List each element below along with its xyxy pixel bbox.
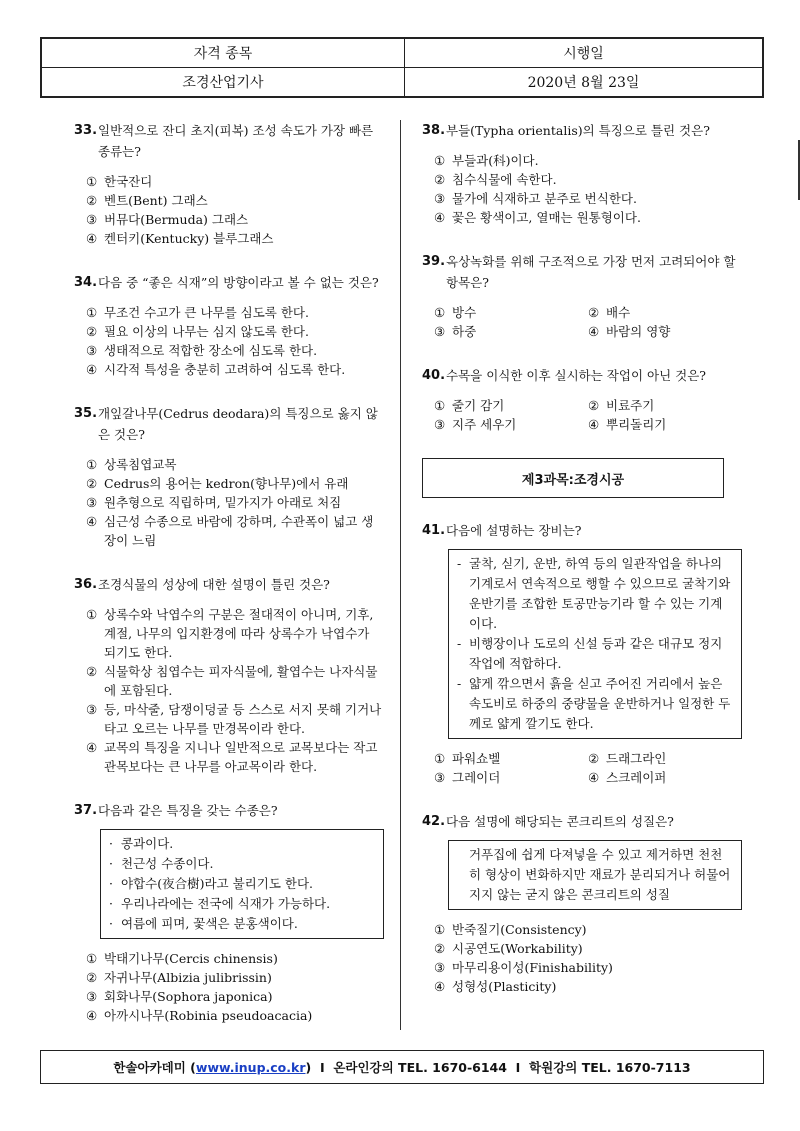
choice-text: 회화나무(Sophora japonica)	[104, 989, 273, 1004]
choice-number: ④	[86, 514, 98, 529]
choice-text: 지주 세우기	[452, 417, 517, 432]
question-item	[422, 811, 742, 996]
answer-choices	[74, 172, 384, 248]
answer-choice	[86, 662, 384, 700]
answer-choice	[86, 512, 384, 550]
question-info-box	[448, 840, 742, 910]
answer-choices	[422, 749, 742, 787]
answer-choice	[86, 303, 384, 322]
question-number: 35.	[74, 406, 98, 421]
answer-choice	[588, 322, 742, 341]
choice-text: 침수식물에 속한다.	[452, 172, 557, 187]
answer-choice	[86, 968, 384, 987]
question-item	[74, 574, 384, 776]
choice-number: ③	[434, 960, 446, 975]
answer-choice	[434, 415, 588, 434]
choice-number: ②	[86, 664, 98, 679]
answer-choice	[86, 210, 384, 229]
info-box-item	[109, 874, 375, 894]
question-stem	[74, 120, 384, 162]
question-stem	[422, 520, 742, 541]
question-number: 36.	[74, 577, 98, 592]
question-stem	[422, 811, 742, 832]
question-text: 다음 중 “좋은 식재”의 방향이라고 볼 수 없는 것은?	[98, 275, 379, 290]
question-item	[422, 120, 742, 227]
choice-text: 버뮤다(Bermuda) 그래스	[104, 212, 249, 227]
answer-choices	[74, 949, 384, 1025]
question-text: 개잎갈나무(Cedrus deodara)의 특징으로 옳지 않은 것은?	[98, 406, 378, 442]
info-box-item	[109, 854, 375, 874]
choice-number: ④	[588, 324, 600, 339]
choice-number: ①	[86, 457, 98, 472]
choice-number: ④	[86, 1008, 98, 1023]
answer-choices	[74, 455, 384, 550]
header-date-label: 시행일	[405, 39, 763, 68]
info-text: 콩과이다.	[121, 836, 174, 851]
question-item	[422, 520, 742, 787]
footer-offline-phone: 학원강의 TEL. 1670-7113	[529, 1060, 691, 1075]
choice-text: Cedrus의 용어는 kedron(향나무)에서 유래	[104, 476, 349, 491]
choice-number: ①	[86, 951, 98, 966]
question-stem	[74, 272, 384, 293]
info-bullet: ·	[109, 916, 113, 931]
choice-number: ④	[434, 210, 446, 225]
choice-text: 식물학상 침엽수는 피자식물에, 활엽수는 나자식물에 포함된다.	[104, 664, 378, 698]
info-text: 야합수(夜合樹)라고 불리기도 한다.	[121, 876, 313, 891]
choice-number: ②	[588, 305, 600, 320]
answer-choice	[86, 322, 384, 341]
choice-number: ④	[434, 979, 446, 994]
choice-text: 시공연도(Workability)	[452, 941, 583, 956]
info-text: 굴착, 싣기, 운반, 하역 등의 일관작업을 하나의 기계로서 연속적으로 행할 수 있으므로 굴착기와 운반기를 조합한 토공만능기라 할 수 있는 기계이다.	[469, 556, 731, 631]
answer-choice	[434, 958, 742, 977]
answer-choice	[588, 415, 742, 434]
footer-url-link[interactable]: www.inup.co.kr	[195, 1059, 306, 1075]
info-text: 비행장이나 도로의 신설 등과 같은 대규모 정지작업에 적합하다.	[469, 636, 723, 671]
question-number: 41.	[422, 523, 446, 538]
choice-text: 꽃은 황색이고, 열매는 원통형이다.	[452, 210, 641, 225]
choice-number: ①	[434, 398, 446, 413]
question-number: 37.	[74, 803, 98, 818]
choice-number: ③	[434, 770, 446, 785]
choice-number: ①	[434, 305, 446, 320]
footer-separator-2: I	[515, 1059, 521, 1075]
question-item	[74, 272, 384, 379]
choice-number: ③	[434, 417, 446, 432]
answer-choice	[434, 303, 588, 322]
question-stem	[74, 800, 384, 821]
question-stem	[422, 120, 742, 141]
answer-choice	[588, 396, 742, 415]
info-bullet: ·	[109, 876, 113, 891]
answer-choice	[86, 949, 384, 968]
answer-choice	[86, 738, 384, 776]
info-box-item	[457, 674, 733, 734]
choice-number: ②	[86, 476, 98, 491]
choice-text: 상록침엽교목	[104, 457, 177, 472]
question-item	[422, 365, 742, 434]
answer-choices	[422, 920, 742, 996]
answer-choice	[434, 977, 742, 996]
answer-choice	[434, 322, 588, 341]
question-number: 42.	[422, 814, 446, 829]
question-text: 다음 설명에 해당되는 콘크리트의 성질은?	[446, 814, 674, 829]
info-box-item	[457, 634, 733, 674]
answer-choice	[86, 987, 384, 1006]
header-date-value: 2020년 8월 23일	[405, 68, 763, 97]
choice-text: 방수	[452, 305, 477, 320]
choice-text: 아까시나무(Robinia pseudoacacia)	[104, 1008, 313, 1023]
question-number: 33.	[74, 123, 98, 138]
choice-text: 원추형으로 직립하며, 밑가지가 아래로 처짐	[104, 495, 342, 510]
choice-number: ②	[588, 398, 600, 413]
answer-choice	[434, 396, 588, 415]
info-box-item	[457, 845, 733, 905]
answer-choice	[86, 455, 384, 474]
choice-text: 등, 마삭줄, 담쟁이덩굴 등 스스로 서지 못해 기거나 타고 오르는 나무를 만경목이라 한다.	[104, 702, 382, 736]
choice-number: ③	[86, 343, 98, 358]
answer-choice	[86, 474, 384, 493]
question-stem	[74, 574, 384, 595]
question-info-box	[100, 829, 384, 939]
answer-choice	[434, 939, 742, 958]
choice-text: 한국잔디	[104, 174, 153, 189]
question-stem	[422, 365, 742, 386]
column-divider	[400, 120, 401, 1030]
choice-number: ②	[434, 172, 446, 187]
choice-text: 필요 이상의 나무는 심지 않도록 한다.	[104, 324, 309, 339]
question-item	[422, 251, 742, 341]
exam-header-table	[40, 37, 764, 98]
answer-choice	[86, 605, 384, 662]
answer-choice	[86, 191, 384, 210]
choice-text: 파워쇼벨	[452, 751, 501, 766]
footer-org: 한솔아카데미	[113, 1060, 186, 1075]
info-box-item	[109, 894, 375, 914]
footer-online-phone: 온라인강의 TEL. 1670-6144	[333, 1060, 507, 1075]
choice-number: ③	[86, 212, 98, 227]
left-column	[74, 120, 384, 1049]
answer-choice	[434, 189, 742, 208]
question-text: 옥상녹화를 위해 구조적으로 가장 먼저 고려되어야 할 항목은?	[446, 254, 736, 290]
question-number: 39.	[422, 254, 446, 269]
question-item	[74, 120, 384, 248]
info-bullet: -	[457, 636, 462, 651]
choice-number: ③	[86, 702, 98, 717]
choice-number: ③	[86, 989, 98, 1004]
choice-number: ①	[434, 153, 446, 168]
question-info-box	[448, 549, 742, 739]
answer-choice	[434, 170, 742, 189]
choice-text: 박태기나무(Cercis chinensis)	[104, 951, 278, 966]
choice-number: ②	[588, 751, 600, 766]
choice-number: ②	[86, 970, 98, 985]
answer-choices	[422, 151, 742, 227]
choice-text: 켄터키(Kentucky) 블루그래스	[104, 231, 274, 246]
answer-choice	[86, 1006, 384, 1025]
choice-number: ④	[86, 231, 98, 246]
choice-number: ④	[588, 417, 600, 432]
answer-choice	[434, 749, 588, 768]
choice-text: 부들과(科)이다.	[452, 153, 539, 168]
choice-number: ①	[434, 751, 446, 766]
choice-number: ①	[86, 174, 98, 189]
info-text: 천근성 수종이다.	[121, 856, 214, 871]
info-bullet: -	[457, 676, 462, 691]
info-box-item	[109, 914, 375, 934]
choice-number: ①	[434, 922, 446, 937]
choice-text: 마무리용이성(Finishability)	[452, 960, 613, 975]
choice-number: ①	[86, 607, 98, 622]
choice-number: ④	[86, 362, 98, 377]
choice-text: 줄기 감기	[452, 398, 505, 413]
answer-choice	[86, 341, 384, 360]
choice-text: 배수	[606, 305, 631, 320]
right-column	[422, 120, 742, 1020]
footer-separator: I	[319, 1059, 325, 1075]
choice-text: 교목의 특징을 지니나 일반적으로 교목보다는 작고 관목보다는 큰 나무를 아교목이라 한다.	[104, 740, 378, 774]
section-title-box: 제3과목:조경시공	[422, 458, 724, 498]
answer-choice	[588, 749, 742, 768]
info-box-item	[457, 554, 733, 634]
answer-choice	[434, 208, 742, 227]
answer-choice	[86, 229, 384, 248]
choice-text: 뿌리돌리기	[606, 417, 667, 432]
choice-text: 상록수와 낙엽수의 구분은 절대적이 아니며, 기후, 계절, 나무의 입지환경에 따라 상록수가 낙엽수가 되기도 한다.	[104, 607, 374, 660]
choice-number: ②	[86, 324, 98, 339]
answer-choice	[86, 493, 384, 512]
question-stem	[422, 251, 742, 293]
choice-text: 스크레이퍼	[606, 770, 667, 785]
answer-choice	[434, 768, 588, 787]
choice-number: ②	[86, 193, 98, 208]
answer-choices	[422, 303, 742, 341]
question-number: 40.	[422, 368, 446, 383]
answer-choices	[422, 396, 742, 434]
choice-text: 드래그라인	[606, 751, 667, 766]
question-item	[74, 800, 384, 1025]
info-bullet: ·	[109, 896, 113, 911]
footer-bar: 한솔아카데미 ( www.inup.co.kr ) I 온라인강의 TEL. 1670-6144 I 학원강의 TEL. 1670-7113	[40, 1050, 764, 1084]
choice-number: ④	[588, 770, 600, 785]
choice-number: ③	[434, 191, 446, 206]
question-text: 다음과 같은 특징을 갖는 수종은?	[98, 803, 278, 818]
choice-number: ①	[86, 305, 98, 320]
answer-choice	[434, 920, 742, 939]
answer-choice	[86, 360, 384, 379]
question-text: 조경식물의 성상에 대한 설명이 틀린 것은?	[98, 577, 330, 592]
question-text: 일반적으로 잔디 초지(피복) 조성 속도가 가장 빠른 종류는?	[98, 123, 374, 159]
choice-text: 생태적으로 적합한 장소에 심도록 한다.	[104, 343, 318, 358]
answer-choice	[86, 700, 384, 738]
question-text: 다음에 설명하는 장비는?	[446, 523, 582, 538]
choice-text: 비료주기	[606, 398, 655, 413]
info-bullet: ·	[109, 856, 113, 871]
choice-text: 그레이더	[452, 770, 501, 785]
question-text: 수목을 이식한 이후 실시하는 작업이 아닌 것은?	[446, 368, 706, 383]
info-bullet: ·	[109, 836, 113, 851]
question-item	[74, 403, 384, 550]
choice-number: ④	[86, 740, 98, 755]
choice-text: 시각적 특성을 충분히 고려하여 심도록 한다.	[104, 362, 346, 377]
info-text: 여름에 피며, 꽃색은 분홍색이다.	[121, 916, 298, 931]
header-subject-label: 자격 종목	[42, 39, 405, 68]
choice-text: 하중	[452, 324, 477, 339]
answer-choice	[434, 151, 742, 170]
choice-text: 바람의 영향	[606, 324, 671, 339]
question-number: 38.	[422, 123, 446, 138]
answer-choices	[74, 303, 384, 379]
answer-choices	[74, 605, 384, 776]
header-subject-value: 조경산업기사	[42, 68, 405, 97]
info-bullet	[457, 845, 469, 905]
choice-number: ②	[434, 941, 446, 956]
question-number: 34.	[74, 275, 98, 290]
choice-text: 무조건 수고가 큰 나무를 심도록 한다.	[104, 305, 309, 320]
choice-text: 성형성(Plasticity)	[452, 979, 557, 994]
info-box-item	[109, 834, 375, 854]
choice-number: ③	[86, 495, 98, 510]
question-text: 부들(Typha orientalis)의 특징으로 틀린 것은?	[446, 123, 710, 138]
info-bullet: -	[457, 556, 462, 571]
info-text: 우리나라에는 전국에 식재가 가능하다.	[121, 896, 331, 911]
answer-choice	[588, 768, 742, 787]
choice-text: 벤트(Bent) 그래스	[104, 193, 208, 208]
choice-number: ③	[434, 324, 446, 339]
answer-choice	[588, 303, 742, 322]
choice-text: 물가에 식재하고 분주로 번식한다.	[452, 191, 637, 206]
choice-text: 심근성 수종으로 바람에 강하며, 수관폭이 넓고 생장이 느림	[104, 514, 374, 548]
info-text: 거푸집에 쉽게 다져넣을 수 있고 제거하면 천천히 형상이 변화하지만 재료가 분리되거나 허물어지지 않는 굳지 않은 콘크리트의 성질	[469, 847, 731, 902]
choice-text: 반죽질기(Consistency)	[452, 922, 587, 937]
answer-choice	[86, 172, 384, 191]
info-text: 얇게 깎으면서 흙을 싣고 주어진 거리에서 높은 속도비로 하중의 중량물을 운반하거나 일정한 두께로 얇게 깔기도 한다.	[469, 676, 731, 731]
choice-text: 자귀나무(Albizia julibrissin)	[104, 970, 272, 985]
question-stem	[74, 403, 384, 445]
